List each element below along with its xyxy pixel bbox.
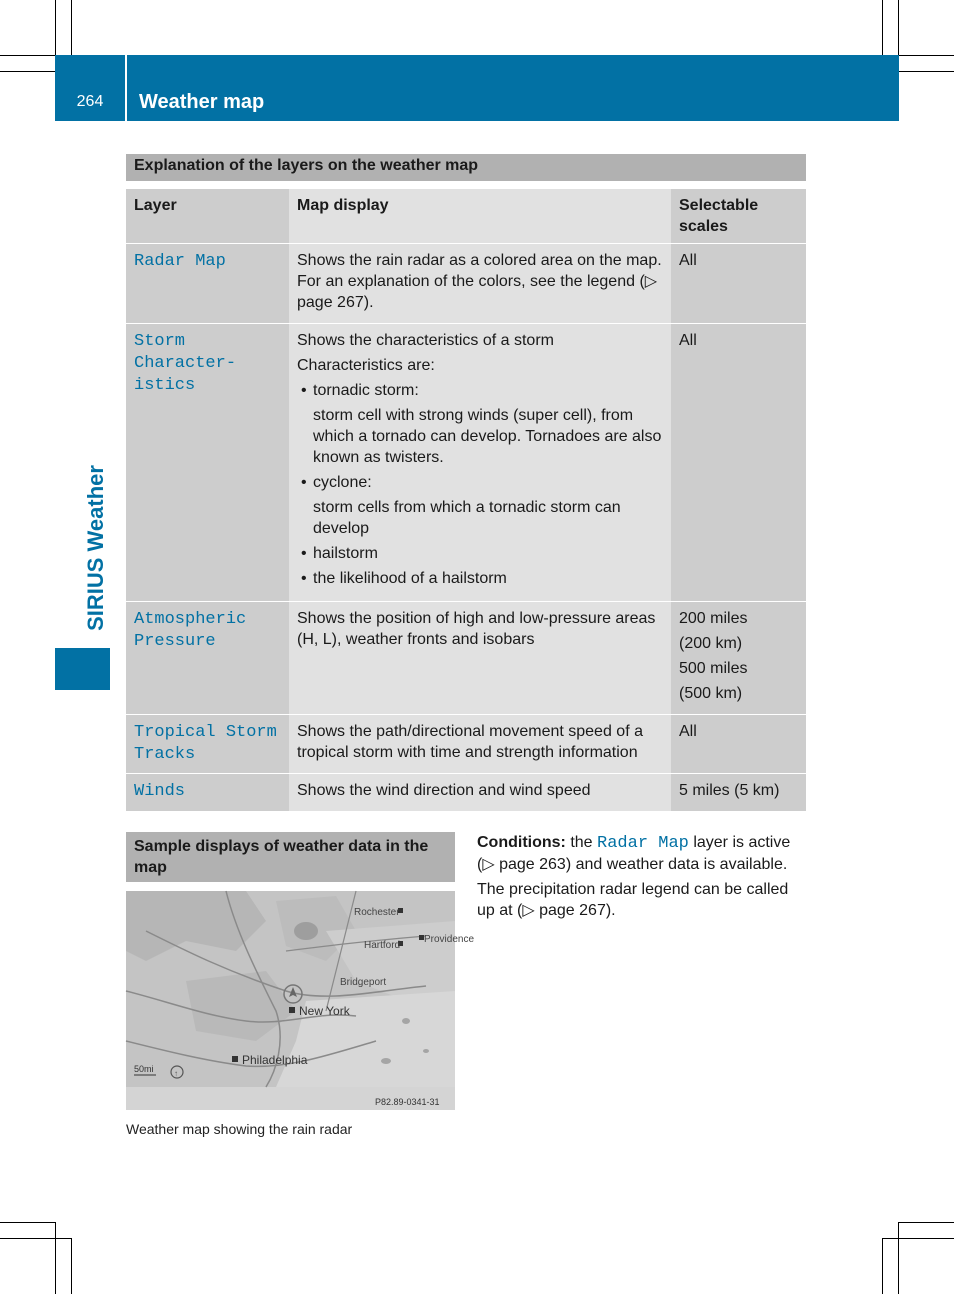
map-city-label: Rochester bbox=[354, 907, 400, 918]
crop-mark bbox=[882, 1238, 883, 1294]
crop-mark bbox=[898, 1222, 899, 1294]
map-scale-label: 50mi bbox=[134, 1064, 154, 1074]
list-item-detail: storm cells from which a tornadic storm can develop bbox=[313, 499, 621, 537]
characteristics-list bbox=[297, 380, 665, 589]
list-item: • the likelihood of a hailstorm bbox=[301, 570, 507, 587]
layer-name: Storm Character-istics bbox=[134, 332, 237, 395]
list-item-detail: storm cell with strong winds (super cell), from which a tornado can develop. Tornadoes are also known as twisters. bbox=[313, 407, 662, 466]
list-item: • tornadic storm: bbox=[301, 382, 419, 399]
crop-mark bbox=[0, 1238, 71, 1239]
table-row bbox=[126, 244, 806, 324]
crop-mark bbox=[71, 1238, 72, 1294]
page-title: Weather map bbox=[139, 91, 265, 113]
sample-section-title: Sample displays of weather data in the map bbox=[126, 832, 455, 882]
crop-mark bbox=[0, 71, 55, 72]
header-divider bbox=[125, 55, 127, 121]
crop-mark bbox=[899, 1222, 954, 1223]
layers-table bbox=[126, 189, 806, 812]
layer-scale: (500 km) bbox=[679, 685, 743, 702]
layers-table-title: Explanation of the layers on the weather map bbox=[126, 154, 806, 181]
layer-description: Shows the characteristics of a storm bbox=[297, 332, 554, 349]
crop-mark bbox=[0, 55, 55, 56]
layer-name: Tropical Storm Tracks bbox=[134, 723, 277, 764]
crop-mark bbox=[55, 1222, 56, 1294]
layer-description: Characteristics are: bbox=[297, 357, 435, 374]
layer-description: Shows the position of high and low-pressure areas (H, L), weather fronts and isobars bbox=[297, 610, 656, 648]
layer-name: Winds bbox=[134, 782, 186, 801]
layer-scale: All bbox=[679, 723, 697, 740]
chapter-side-tab bbox=[55, 648, 110, 690]
layer-description: Shows the wind direction and wind speed bbox=[297, 782, 591, 799]
crop-mark bbox=[883, 1238, 954, 1239]
table-row bbox=[126, 602, 806, 715]
crop-mark bbox=[55, 0, 56, 55]
legend-note: The precipitation radar legend can be called up at (▷ page 267). bbox=[477, 881, 789, 919]
conditions-label: Conditions: bbox=[477, 834, 566, 851]
table-row bbox=[126, 774, 806, 812]
layer-scale: All bbox=[679, 252, 697, 269]
layer-scale: (200 km) bbox=[679, 635, 743, 652]
map-city-label: Bridgeport bbox=[340, 977, 387, 988]
layer-scale: 5 miles (5 km) bbox=[679, 782, 780, 799]
map-caption: Weather map showing the rain radar bbox=[126, 1121, 353, 1137]
chapter-side-label: SIRIUS Weather bbox=[83, 465, 108, 631]
layer-scale: 200 miles bbox=[679, 610, 748, 627]
weather-map-image bbox=[126, 891, 475, 1110]
map-city-label: Hartford bbox=[364, 940, 401, 951]
layer-scale: All bbox=[679, 332, 697, 349]
layer-scale: 500 miles bbox=[679, 660, 748, 677]
layer-name: Radar Map bbox=[134, 252, 226, 271]
layer-description: Shows the rain radar as a colored area on the map. For an explanation of the colors, see the legend (▷ page 267). bbox=[297, 252, 662, 311]
page-number: 264 bbox=[76, 93, 104, 110]
list-item: • hailstorm bbox=[301, 545, 378, 562]
table-row bbox=[126, 715, 806, 774]
crop-mark bbox=[71, 0, 72, 55]
map-city-label: Providence bbox=[424, 934, 475, 945]
column-header: Map display bbox=[289, 189, 671, 244]
conditions-text bbox=[477, 832, 807, 925]
page-header bbox=[55, 55, 899, 121]
crop-mark bbox=[898, 0, 899, 55]
column-header: Selectable scales bbox=[671, 189, 806, 244]
table-row bbox=[126, 324, 806, 602]
table-header-row bbox=[126, 189, 806, 244]
crop-mark bbox=[899, 55, 954, 56]
layer-description: Shows the path/directional movement speed of a tropical storm with time and strength information bbox=[297, 723, 643, 761]
column-header: Layer bbox=[126, 189, 289, 244]
map-city-label: Philadelphia bbox=[242, 1053, 308, 1067]
crop-mark bbox=[882, 0, 883, 55]
crop-mark bbox=[0, 1222, 55, 1223]
crop-mark bbox=[899, 71, 954, 72]
svg-text:↑: ↑ bbox=[174, 1069, 178, 1078]
list-item: • cyclone: bbox=[301, 474, 372, 491]
layer-name-inline: Radar Map bbox=[597, 834, 689, 853]
conditions-paragraph: Conditions: the Radar Map layer is active (▷ page 263) and weather data is available. bbox=[477, 834, 791, 873]
image-id-label: P82.89-0341-31 bbox=[375, 1097, 440, 1107]
map-city-label: New York bbox=[299, 1004, 350, 1018]
layer-name: Atmospheric Pressure bbox=[134, 610, 247, 651]
